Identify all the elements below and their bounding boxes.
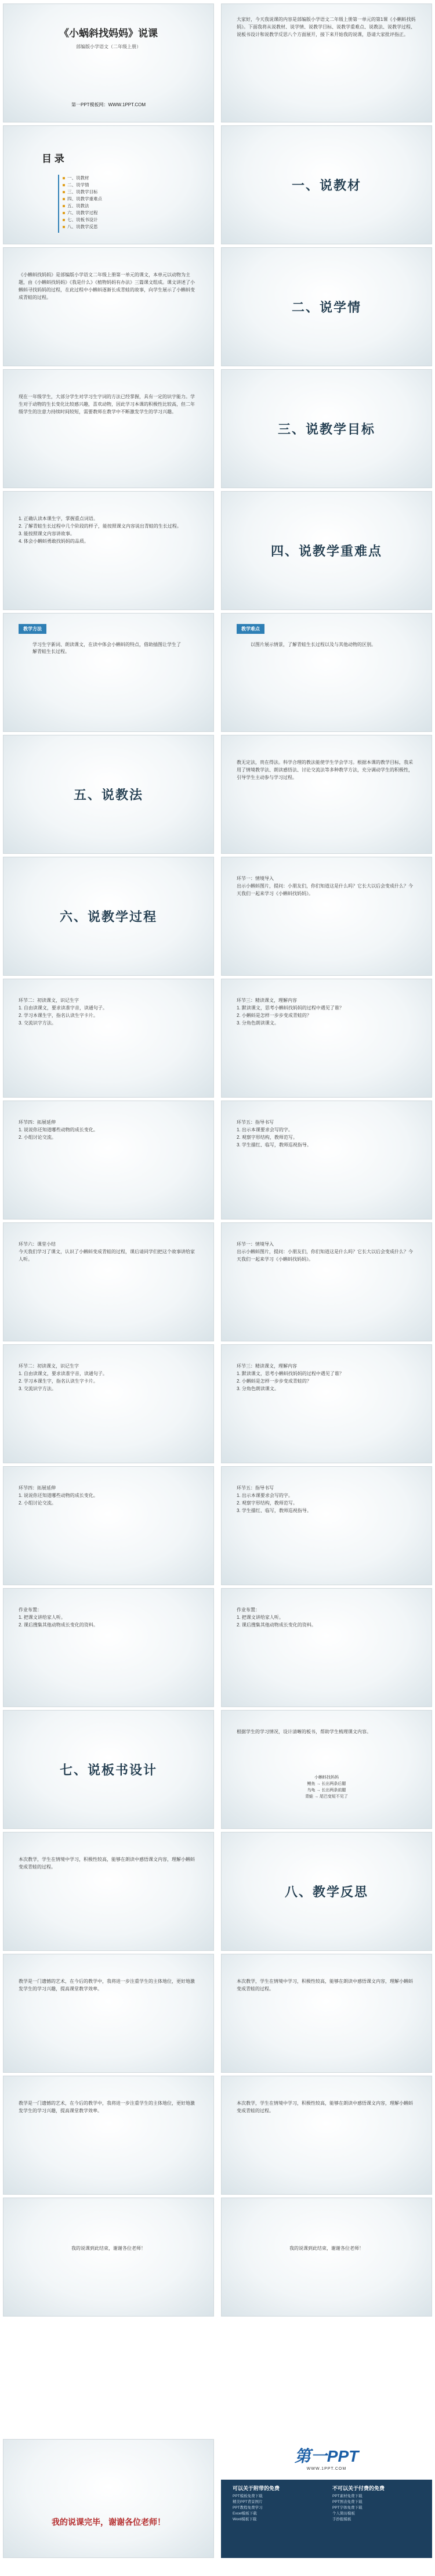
board-content: 小蝌蚪找妈妈 鲤鱼 → 长出两条后腿 乌龟 → 长出两条前腿 青蛙 → 尾巴变短不见了 [305, 1776, 348, 1799]
toc-list [63, 175, 102, 230]
method-slide [3, 613, 214, 732]
student-text: 现在一年级学生，大部分学生对学习生字词的方法已经掌握，具有一定的识字能力。学生对于动物的生长变化比较感兴趣，喜欢动物，因此学习本课的积极性比较高，但二年级学生的注意力持续时间较短，需要教师在教学中不断激发学生的学习兴趣。 [19, 394, 195, 414]
goals-text: 1. 正确认读本课生字，掌握重点词语。 2. 了解青蛙生长过程中几个阶段的样子，能按照课文内容说出青蛙的生长过程。 3. 能按照课文内容讲故事。 4. 体会小蝌蚪勇敢找妈妈的品质。 [19, 516, 182, 544]
closing-slide [3, 2439, 214, 2558]
reflect-text: 本次教学，学生在情境中学习，积极性较高，能够在朗读中感悟课文内容，理解小蝌蚪变成青蛙的过程。 [237, 1979, 413, 1991]
site-url: WWW.1PPT.COM [306, 2467, 347, 2471]
toc-accent-bar [58, 175, 59, 233]
process-text: 环节二：初读课文，识记生字 1. 自由读课文，要求读准字音，读通句子。 2. 学习本课生字，指名认读生字卡片。 3. 交流识字方法。 [19, 998, 107, 1026]
homework-slide-2 [221, 1588, 432, 1707]
final-text-slide-2 [221, 2198, 432, 2317]
cover-title: 《小蜗斜找妈妈》说课 [59, 28, 158, 39]
process-text: 环节三：精读课文，理解内容 1. 默读课文，思考小蝌蚪找妈妈的过程中遇见了谁？ 2. 小蝌蚪是怎样一步步变成青蛙的？ 3. 分角色朗读课文。 [237, 1363, 344, 1391]
section-title: 七、说板书设计 [59, 1763, 157, 1777]
board-text: 根据学生的学习情况，设计清晰的板书，帮助学生梳理课文内容。 [237, 1729, 371, 1734]
promo-link[interactable]: 精美PPT背景图片 [233, 2500, 263, 2504]
process-slide-7 [221, 1222, 432, 1341]
reflect-text-slide [3, 1832, 214, 1951]
process-slide-6 [3, 1222, 214, 1341]
section-slide-5 [3, 735, 214, 854]
section-slide-1 [221, 125, 432, 244]
reflect-text: 教学是一门遗憾的艺术，在今后的教学中，我将进一步注重学生的主体地位，更好地激发学生的学习兴趣，提高课堂教学效率。 [19, 1979, 195, 1991]
process-text: 环节五：指导书写 1. 出示本课要求会写的字。 2. 观察字形结构，教师范写。 3. 学生描红、临写，教师巡视指导。 [237, 1120, 311, 1148]
process-text: 环节一：情境导入 出示小蝌蚪图片，提问：小朋友们，你们知道这是什么吗？它长大以后会变成什么？今天我们一起来学习《小蝌蚪找妈妈》。 [237, 1242, 413, 1262]
cover-site: 第一PPT模板网：WWW.1PPT.COM [71, 102, 146, 107]
process-slide-8 [3, 1344, 214, 1463]
process-text: 环节四：拓展延伸 1. 说说你还知道哪些动物的成长变化。 2. 小组讨论交流。 [19, 1485, 98, 1506]
section-title: 二、说学情 [291, 300, 361, 315]
reflect-slide-3 [221, 1954, 432, 2073]
section-title: 五、说教法 [73, 788, 143, 802]
promo-link[interactable]: PPT图表免费下载 [332, 2500, 362, 2504]
section-title: 一、说教材 [291, 178, 361, 193]
section-slide-6 [3, 857, 214, 976]
process-slide-2 [3, 979, 214, 1098]
cover-slide [3, 3, 214, 122]
section-slide-8 [221, 1832, 432, 1951]
intro-text: 大家好，今天我说课的内容是部编版小学语文二年级上册第一单元的第1课《小蝌蚪找妈妈》。下面我将从说教材、说学情、说教学目标、说教学重难点、说教法、说教学过程、说板书设计和说教学反思八个方面展开，接下来开始我的说课，恳请大家批评指正。 [237, 17, 416, 37]
method-badge: 教学方法 [19, 624, 46, 634]
toc-item: 二、说学情 [63, 182, 102, 189]
promo-link[interactable]: PPT素材免费下载 [332, 2494, 362, 2498]
approach-slide [221, 735, 432, 854]
promo-col1-list [233, 2494, 263, 2523]
logo-area [221, 2439, 432, 2480]
promo-link[interactable]: PPT模板免费下载 [233, 2494, 263, 2498]
difficulty-badge: 教学难点 [237, 624, 264, 634]
material-text: 《小蝌蚪找妈妈》是部编版小学语文二年级上册第一单元的课文，本单元以动物为主题，由《小蝌蚪找妈妈》《我是什么》《植物妈妈有办法》三篇课文组成。课文讲述了小蝌蚪寻找妈妈的过程，在此过程中小蝌蚪逐渐长成青蛙的故事，向学生展示了小蝌蚪变成青蛙的过程。 [19, 272, 195, 300]
process-text: 环节三：精读课文，理解内容 1. 默读课文，思考小蝌蚪找妈妈的过程中遇见了谁？ 2. 小蝌蚪是怎样一步步变成青蛙的？ 3. 分角色朗读课文。 [237, 998, 344, 1026]
section-slide-4 [221, 491, 432, 610]
section-title: 六、说教学过程 [59, 910, 157, 924]
process-text: 环节四：拓展延伸 1. 说说你还知道哪些动物的成长变化。 2. 小组讨论交流。 [19, 1120, 98, 1140]
promo-banner [221, 2439, 432, 2558]
final-text: 我的说课到此结束，谢谢各位老师！ [71, 2246, 146, 2251]
section-slide-7 [3, 1710, 214, 1829]
process-slide-5 [221, 1101, 432, 1220]
toc-item: 七、说板书设计 [63, 217, 102, 223]
process-slide-10 [3, 1466, 214, 1585]
promo-link[interactable]: Excel模板下载 [233, 2512, 257, 2516]
process-text: 环节二：初读课文，识记生字 1. 自由读课文，要求读准字音，读通句子。 2. 学习本课生字，指名认读生字卡片。 3. 交流识字方法。 [19, 1363, 107, 1391]
process-slide-9 [221, 1344, 432, 1463]
student-slide [3, 369, 214, 488]
promo-link[interactable]: Word模板下载 [233, 2517, 257, 2521]
process-slide-1 [221, 857, 432, 976]
toc-item: 五、说教法 [63, 203, 102, 210]
homework-text: 作业布置： 1. 把课文讲给家人听。 2. 课后搜集其他动物成长变化的资料。 [19, 1607, 98, 1628]
promo-col2-list [332, 2494, 362, 2523]
final-text-slide [3, 2198, 214, 2317]
section-title: 三、说教学目标 [277, 422, 375, 436]
section-slide-3 [221, 369, 432, 488]
material-slide [3, 247, 214, 366]
reflect-slide-4 [3, 2076, 214, 2195]
promo-col2-title: 不可以关于付费的免费 [332, 2485, 385, 2491]
reflect-slide-2 [3, 1954, 214, 2073]
process-slide-11 [221, 1466, 432, 1585]
process-slide-4 [3, 1101, 214, 1220]
process-text: 环节一：情境导入 出示小蝌蚪图片，提问：小朋友们，你们知道这是什么吗？它长大以后会变成什么？今天我们一起来学习《小蝌蚪找妈妈》。 [237, 876, 413, 896]
process-text: 环节六：课堂小结 今天我们学习了课文，认识了小蝌蚪变成青蛙的过程，课后请同学们把这个故事讲给家人听。 [19, 1242, 195, 1262]
closing-thanks: 我的说课完毕，谢谢各位老师！ [52, 2517, 165, 2527]
final-text: 我的说课到此结束，谢谢各位老师！ [289, 2246, 364, 2251]
reflect-text: 本次教学，学生在情境中学习，积极性较高，能够在朗读中感悟课文内容，理解小蝌蚪变成青蛙的过程。 [19, 1857, 195, 1870]
cover-subtitle: 部编版小学语文（二年级上册） [76, 44, 141, 49]
toc-item: 四、说教学重难点 [63, 196, 102, 203]
promo-col1-title: 可以关于附带的免费 [233, 2485, 280, 2491]
section-slide-2 [221, 247, 432, 366]
difficulty-text: 以图片展示情景，了解青蛙生长过程以及与其他动物的区别。 [251, 642, 376, 647]
method-text: 学习生字新词、朗读课文，在读中体会小蝌蚪的特点，借助插图让学生了解青蛙生长过程。 [32, 642, 181, 654]
toc-item: 一、说教材 [63, 175, 102, 182]
site-logo: 第一PPT [294, 2447, 359, 2465]
section-title: 四、说教学重难点 [270, 544, 382, 558]
intro-slide [221, 3, 432, 122]
homework-slide [3, 1588, 214, 1707]
toc-item: 六、说教学过程 [63, 210, 102, 217]
approach-text: 教无定法，贵在得法。科学合理的教法能使学生学会学习。根据本课的教学目标，我采用了情境教学法、朗读感悟法、讨论交流法等多种教学方法，充分调动学生的积极性，引导学生主动参与学习过程。 [237, 760, 413, 780]
toc-item: 八、说教学反思 [63, 223, 102, 230]
toc-title: 目 录 [42, 153, 64, 164]
promo-link[interactable]: PPT教程免费学习 [233, 2506, 263, 2510]
reflect-text: 教学是一门遗憾的艺术，在今后的教学中，我将进一步注重学生的主体地位，更好地激发学生的学习兴趣，提高课堂教学效率。 [19, 2101, 195, 2113]
promo-link[interactable]: 个人简历模板 [332, 2512, 355, 2516]
homework-text: 作业布置： 1. 把课文讲给家人听。 2. 课后搜集其他动物成长变化的资料。 [237, 1607, 316, 1628]
toc-item: 三、说教学目标 [63, 189, 102, 196]
promo-link[interactable]: 手抄报模板 [332, 2517, 351, 2521]
goals-slide [3, 491, 214, 610]
method-slide-2 [221, 613, 432, 732]
board-slide [221, 1710, 432, 1829]
reflect-slide-5 [221, 2076, 432, 2195]
process-slide-3 [221, 979, 432, 1098]
process-text: 环节五：指导书写 1. 出示本课要求会写的字。 2. 观察字形结构，教师范写。 3. 学生描红、临写，教师巡视指导。 [237, 1485, 311, 1513]
section-title: 八、教学反思 [284, 1885, 368, 1899]
promo-link[interactable]: PPT字体免费下载 [332, 2506, 362, 2510]
toc-slide [3, 125, 214, 244]
reflect-text: 本次教学，学生在情境中学习，积极性较高，能够在朗读中感悟课文内容，理解小蝌蚪变成青蛙的过程。 [237, 2101, 413, 2113]
